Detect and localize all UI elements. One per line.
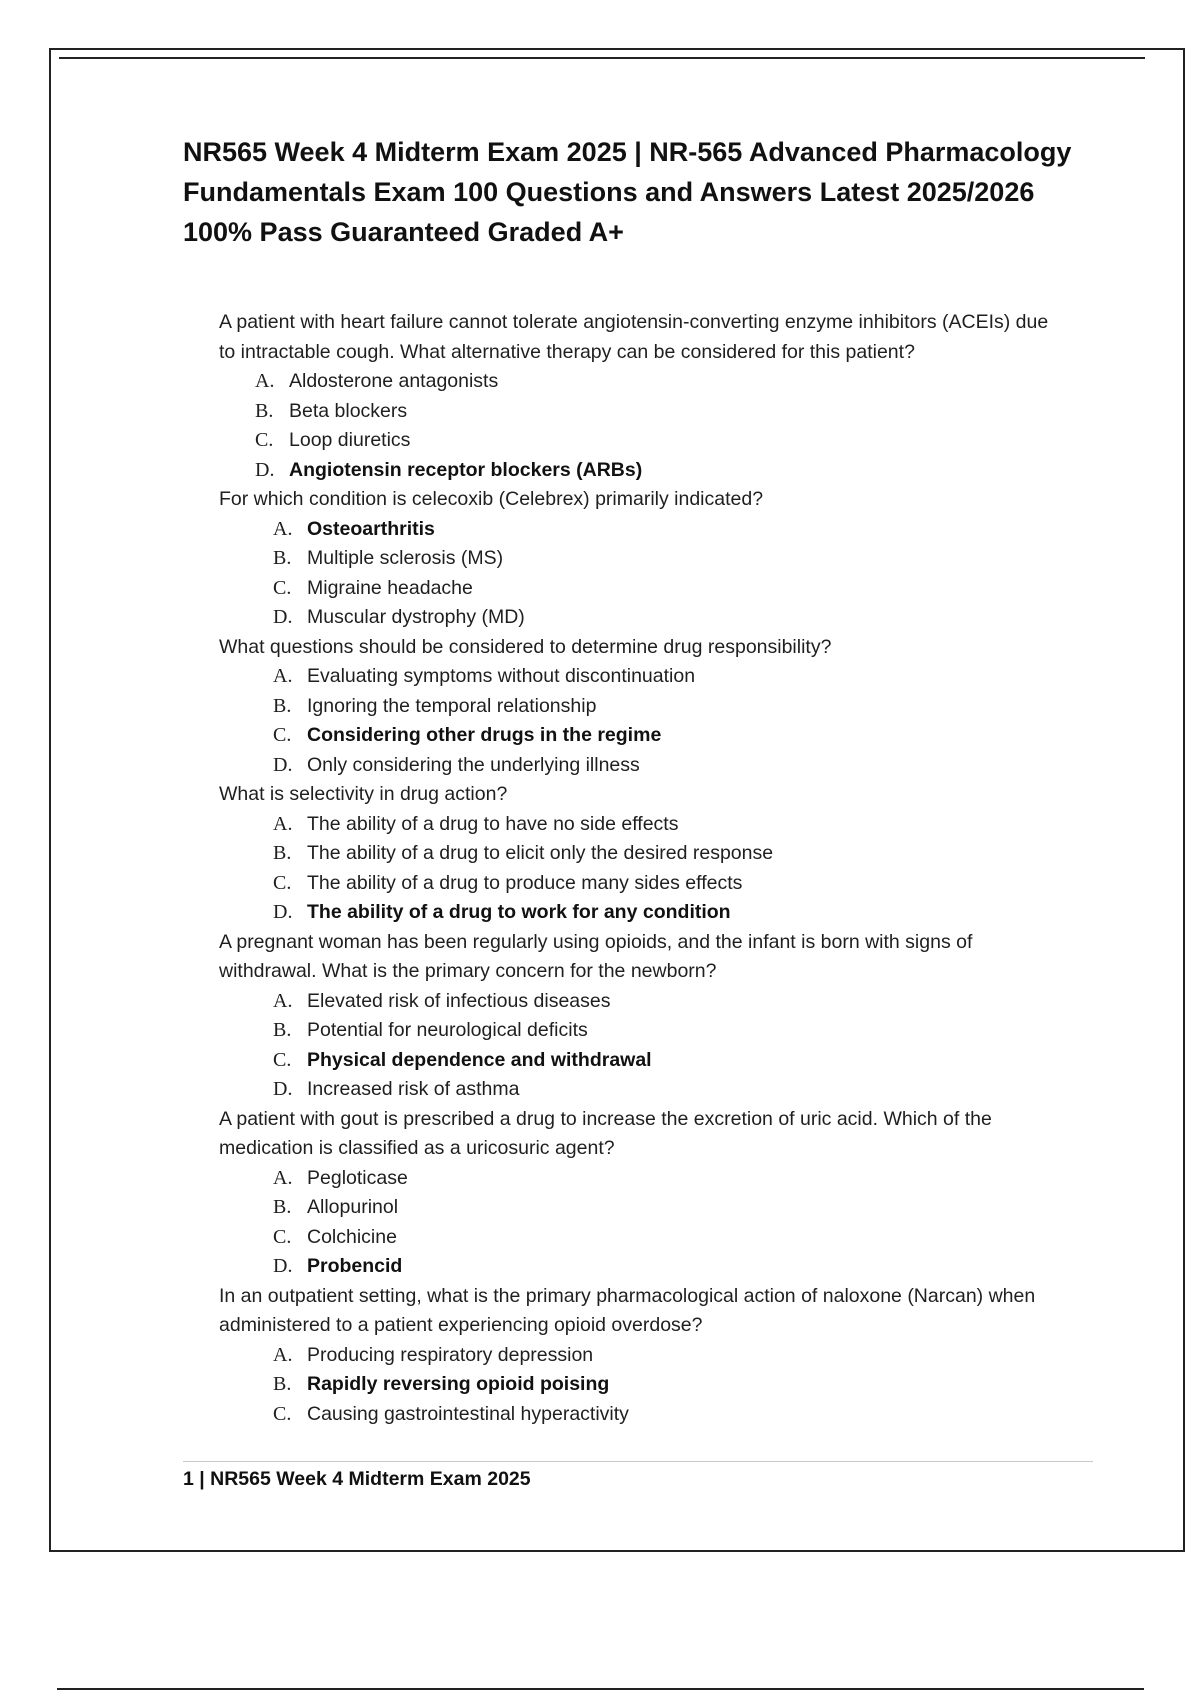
- question-list: [219, 308, 1069, 1429]
- option-text-correct: Considering other drugs in the regime: [307, 724, 662, 746]
- question-block: [219, 780, 1069, 928]
- question-text: What questions should be considered to determine drug responsibility?: [219, 635, 832, 658]
- option-text: Colchicine: [307, 1225, 397, 1248]
- question-block: [219, 1282, 1069, 1430]
- document-title: NR565 Week 4 Midterm Exam 2025 | NR-565 Advanced Pharmacology Fundamentals Exam 100 Questions and Answers Latest 2025/2026 100% Pass Guaranteed Graded A+: [183, 137, 1072, 247]
- option-item: [273, 1016, 1069, 1046]
- option-letter: D.: [273, 901, 293, 923]
- option-letter: C.: [273, 724, 292, 746]
- option-item-correct: [255, 456, 1069, 486]
- option-text-correct: Physical dependence and withdrawal: [307, 1048, 652, 1071]
- option-item: [255, 397, 1069, 427]
- option-item: [255, 367, 1069, 397]
- option-list: [219, 810, 1069, 928]
- page-border: [49, 48, 1185, 1552]
- option-item: [273, 1193, 1069, 1223]
- option-item-correct: [273, 1046, 1069, 1076]
- option-item: [273, 751, 1069, 781]
- option-text: Muscular dystrophy (MD): [307, 606, 525, 628]
- option-letter: C.: [273, 1225, 292, 1248]
- option-item: [273, 1341, 1069, 1371]
- question-block: [219, 633, 1069, 781]
- option-letter: A.: [273, 665, 293, 687]
- option-letter: D.: [255, 458, 275, 481]
- option-list: [219, 515, 1069, 633]
- question-block: [219, 1105, 1069, 1282]
- page-footer: 1 | NR565 Week 4 Midterm Exam 2025: [183, 1468, 531, 1490]
- option-letter: A.: [273, 517, 293, 540]
- option-text: Beta blockers: [289, 399, 408, 422]
- option-list: [219, 1164, 1069, 1282]
- option-letter: D.: [273, 606, 293, 628]
- option-text: Evaluating symptoms without discontinuation: [307, 665, 696, 687]
- option-text: Pegloticase: [307, 1166, 408, 1189]
- option-text-correct: Probencid: [307, 1255, 403, 1277]
- option-letter: C.: [255, 429, 274, 451]
- next-page-top-rule: [57, 1688, 1144, 1690]
- option-text: Ignoring the temporal relationship: [307, 694, 597, 717]
- question-text: What is selectivity in drug action?: [219, 783, 508, 805]
- option-item: [273, 839, 1069, 869]
- option-text: The ability of a drug to elicit only the desired response: [307, 842, 774, 864]
- option-item-correct: [273, 721, 1069, 751]
- option-item: [273, 1164, 1069, 1194]
- question-text: A pregnant woman has been regularly using opioids, and the infant is born with signs of withdrawal. What is the primary concern for the newborn?: [219, 930, 973, 982]
- option-letter: B.: [273, 1196, 292, 1218]
- option-letter: C.: [273, 1048, 292, 1071]
- option-letter: A.: [273, 1166, 293, 1189]
- option-text: Increased risk of asthma: [307, 1078, 520, 1100]
- question-text: In an outpatient setting, what is the primary pharmacological action of naloxone (Narcan) when administered to a patient experiencing opioid overdose?: [219, 1284, 1036, 1336]
- question-block: [219, 928, 1069, 1105]
- top-rule: [59, 57, 1145, 59]
- option-item: [273, 574, 1069, 604]
- option-item: [273, 1075, 1069, 1105]
- option-item: [273, 810, 1069, 840]
- option-letter: B.: [273, 1019, 292, 1041]
- option-text: Potential for neurological deficits: [307, 1019, 588, 1041]
- question-text: A patient with gout is prescribed a drug to increase the excretion of uric acid. Which of the medication is classified as a uricosuric agent?: [219, 1107, 992, 1159]
- option-letter: B.: [273, 1373, 292, 1395]
- option-text: The ability of a drug to produce many sides effects: [307, 871, 743, 894]
- option-text-correct: Osteoarthritis: [307, 517, 435, 540]
- question-text: For which condition is celecoxib (Celebrex) primarily indicated?: [219, 488, 764, 510]
- option-item-correct: [273, 1252, 1069, 1282]
- option-text: Multiple sclerosis (MS): [307, 547, 504, 569]
- option-item: [255, 426, 1069, 456]
- option-list: [219, 662, 1069, 780]
- option-text: Causing gastrointestinal hyperactivity: [307, 1402, 629, 1425]
- option-item: [273, 987, 1069, 1017]
- option-letter: A.: [273, 1343, 293, 1366]
- option-text-correct: Angiotensin receptor blockers (ARBs): [289, 458, 643, 481]
- option-item: [273, 692, 1069, 722]
- question-block: [219, 485, 1069, 633]
- option-letter: D.: [273, 753, 293, 776]
- option-letter: D.: [273, 1255, 293, 1277]
- option-list: [219, 987, 1069, 1105]
- option-letter: C.: [273, 576, 292, 599]
- option-letter: A.: [273, 989, 293, 1012]
- option-letter: A.: [255, 370, 275, 392]
- option-item: [273, 869, 1069, 899]
- option-text: The ability of a drug to have no side effects: [307, 812, 679, 835]
- option-text: Elevated risk of infectious diseases: [307, 989, 611, 1012]
- option-item-correct: [273, 898, 1069, 928]
- option-text: Producing respiratory depression: [307, 1343, 594, 1366]
- option-text: Aldosterone antagonists: [289, 370, 499, 392]
- option-item: [273, 603, 1069, 633]
- option-item: [273, 1223, 1069, 1253]
- option-text-correct: Rapidly reversing opioid poising: [307, 1373, 610, 1395]
- question-block: [219, 308, 1069, 485]
- option-letter: C.: [273, 871, 292, 894]
- footer-divider: [183, 1461, 1093, 1462]
- option-letter: B.: [255, 399, 274, 422]
- option-text: Migraine headache: [307, 576, 473, 599]
- question-text: A patient with heart failure cannot tolerate angiotensin-converting enzyme inhibitors (ACEIs) due to intractable cough. What alternative therapy can be considered for this patient?: [219, 311, 1049, 363]
- option-text: Loop diuretics: [289, 429, 411, 451]
- option-text: Only considering the underlying illness: [307, 753, 640, 776]
- option-letter: D.: [273, 1078, 293, 1100]
- option-letter: B.: [273, 842, 292, 864]
- option-letter: A.: [273, 812, 293, 835]
- option-text: Allopurinol: [307, 1196, 399, 1218]
- option-list: [219, 367, 1069, 485]
- option-letter: B.: [273, 694, 292, 717]
- option-item-correct: [273, 515, 1069, 545]
- option-text-correct: The ability of a drug to work for any condition: [307, 901, 731, 923]
- option-letter: B.: [273, 547, 292, 569]
- option-item-correct: [273, 1370, 1069, 1400]
- option-item: [273, 544, 1069, 574]
- option-list: [219, 1341, 1069, 1430]
- option-item: [273, 662, 1069, 692]
- option-letter: C.: [273, 1402, 292, 1425]
- option-item: [273, 1400, 1069, 1430]
